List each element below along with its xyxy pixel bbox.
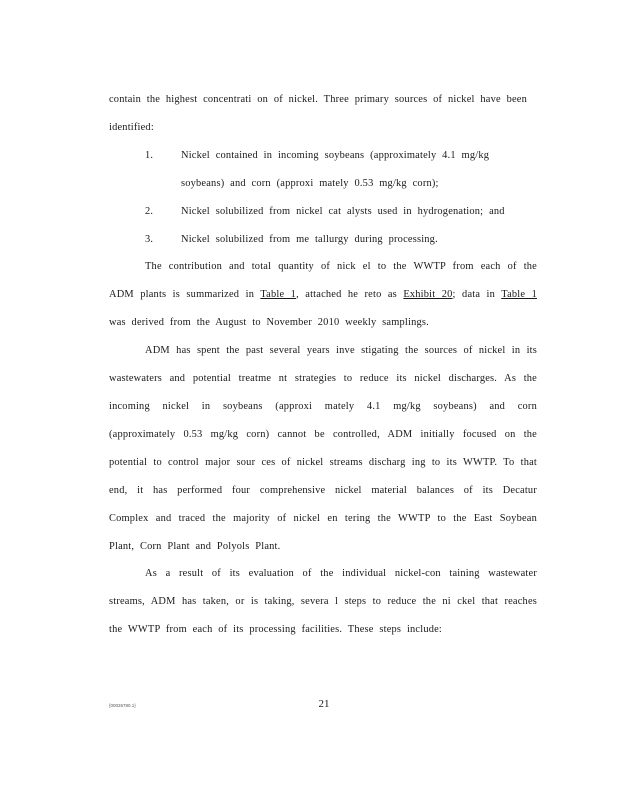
list-item-2 xyxy=(145,198,537,226)
p0-line2: identified: xyxy=(109,121,154,133)
list-number: 3. xyxy=(145,233,154,245)
body-text xyxy=(109,86,537,644)
list-number: 2. xyxy=(145,205,154,217)
list-item-1-continuation: soybeans) and corn (approxi mately 0.53 mg/kg corn); xyxy=(181,177,439,189)
list-text: Nickel solubilized from me tallurgy during processing. xyxy=(181,233,438,245)
list-item-3 xyxy=(145,226,537,254)
p1-text-a: The contribution and total quantity of nick el to the WWTP from each of the ADM plants is summarized in xyxy=(109,261,537,301)
page-number: 21 xyxy=(318,698,330,710)
paragraph-investigation: ADM has spent the past several years inve stigating the sources of nickel in its wastewaters and potential treatme nt strategies to reduce its nickel discharges. As the incoming nickel in soybeans (approxi mately 4.1 mg/kg soybeans) and corn (approximately 0.53 mg/kg corn) cannot be controlled, ADM initially focused on the potential to control major sour ces of nickel streams discharg ing to its WWTP. To that end, it has performed four comprehensive nickel material balances of its Decatur Complex and traced the majority of nickel en tering the WWTP to the East Soybean Plant, Corn Plant and Polyols Plant. xyxy=(109,345,537,552)
paragraph-contribution xyxy=(109,253,537,337)
exhibit-20-reference: Exhibit 20 xyxy=(403,289,453,301)
p0-line1: contain the highest concentrati on of nickel. Three primary sources of nickel have been xyxy=(109,94,528,105)
document-id: {00026780.1} xyxy=(109,703,136,708)
table-1-reference: Table 1 xyxy=(260,289,297,301)
list-item-1 xyxy=(145,142,537,170)
paragraph-evaluation: As a result of its evaluation of the individual nickel-con taining wastewater streams, ADM has taken, or is taking, severa l steps to reduce the ni ckel that reaches the WWTP from each of its processing facilities. These steps include: xyxy=(109,568,537,636)
paragraph-continuation xyxy=(109,86,537,142)
list-number: 1. xyxy=(145,149,154,161)
list-text: Nickel contained in incoming soybeans (approximately 4.1 mg/kg xyxy=(181,149,490,161)
p1-text-c: ; data in xyxy=(452,289,502,301)
list-text: Nickel solubilized from nickel cat alysts used in hydrogenation; and xyxy=(181,205,505,217)
p1-text-d: was derived from the August to November 2010 weekly samplings. xyxy=(109,317,429,329)
p1-text-b: , attached he reto as xyxy=(296,289,404,301)
table-1-reference-2: Table 1 xyxy=(501,289,537,301)
